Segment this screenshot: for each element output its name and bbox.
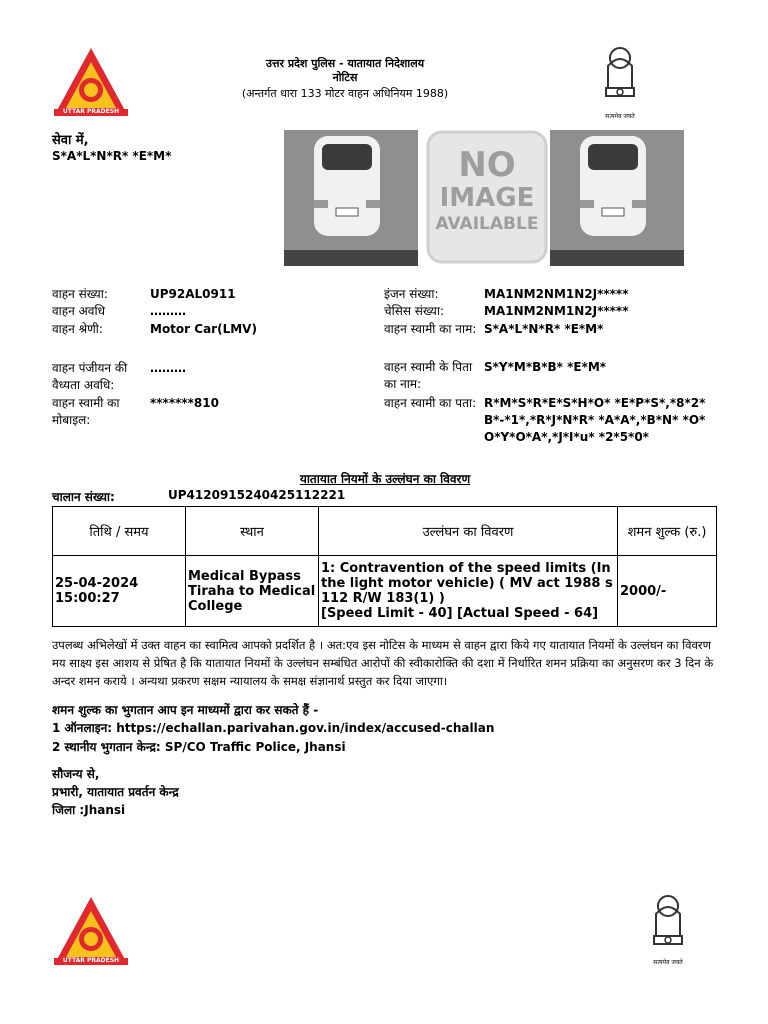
cell-description <box>319 556 618 627</box>
district: जिला :Jhansi <box>52 803 126 817</box>
payment-heading: शमन शुल्क का भुगतान आप इन माध्यमों द्वारा कर सकते हैं - <box>52 703 319 717</box>
header-subtitle: नोटिस <box>332 71 358 84</box>
value-owner-address: R*M*S*R*E*S*H*O* *E*P*S*,*8*2*B*-*1*,*R*J*N*R* *A*A*,*B*N* *O*O*Y*O*A*,*J*I*u* *2*5*0* <box>484 396 706 444</box>
national-emblem-icon-bottom <box>646 892 690 964</box>
label-owner-name: वाहन स्वामी का नाम: <box>384 322 477 336</box>
label-registration-validity: वाहन पंजीयन की वैध्यता अवधि: <box>52 361 128 392</box>
violation-table-header <box>53 507 717 556</box>
payment-local-center: 2 स्थानीय भुगतान केन्द्र: SP/CO Traffic Police, Jhansi <box>52 740 346 754</box>
cell-datetime: 25-04-2024 15:00:27 <box>53 556 186 627</box>
value-owner-father-name: S*Y*M*B*B* *E*M* <box>484 360 607 374</box>
traffic-directorate-logo <box>52 46 130 118</box>
col-datetime: तिथि / समय <box>53 507 186 556</box>
logo-bottom-text: UTTAR PRADESH <box>62 108 120 115</box>
logo-bottom-text-2: UTTAR PRADESH <box>62 957 120 964</box>
emblem-motto: सत्यमेव जयते <box>605 113 635 120</box>
label-owner-address: वाहन स्वामी का पता: <box>384 396 477 410</box>
header-title: उत्तर प्रदेश पुलिस - यातायात निदेशालय <box>265 57 425 70</box>
value-registration-validity: ……… <box>150 361 186 375</box>
label-owner-father-name: वाहन स्वामी के पिता का नाम: <box>384 360 473 391</box>
notice-paragraph: उपलब्ध अभिलेखों में उक्त वाहन का स्वामित्व आपको प्रदर्शित है । अत:एव इस नोटिस के माध्यम से वाहन द्वारा किये गए यातायात नियमों के उल्लंघन का विवरण मय साक्ष्य इस आशय से प्रेषित है कि यातायात नियमों के उल्लंघन सम्बंधित आरोपों की स्वीकारोक्ति की दशा में निर्धारित शमन प्रक्रिया का अनुसरण कर 3 दिन के अन्दर शमन कराये । अन्यथा प्रकरण सक्षम न्यायालय के समक्ष संज्ञानार्थ प्रस्तुत कर दिया जाएगा। <box>52 638 714 688</box>
no-image-line1: NO <box>458 145 516 185</box>
salutation: सेवा में, <box>52 133 89 148</box>
value-chassis-number: MA1NM2NM1N2J***** <box>484 304 629 318</box>
value-vehicle-period: ……… <box>150 304 186 318</box>
label-vehicle-number: वाहन संख्या: <box>52 287 108 301</box>
value-vehicle-number: UP92AL0911 <box>150 287 236 301</box>
challan-label: चालान संख्या: <box>52 490 115 504</box>
table-row <box>53 556 717 627</box>
no-image-line3: AVAILABLE <box>435 214 539 234</box>
evidence-photo-right <box>550 130 684 266</box>
challan-number: UP4120915240425112221 <box>168 488 346 502</box>
label-vehicle-category: वाहन श्रेणी: <box>52 322 103 336</box>
officer: प्रभारी, यातायात प्रवर्तन केन्द्र <box>52 785 179 799</box>
no-image-line2: IMAGE <box>439 183 535 213</box>
recipient-name: S*A*L*N*R* *E*M* <box>52 149 172 163</box>
col-fee: शमन शुल्क (रु.) <box>618 507 717 556</box>
value-vehicle-category: Motor Car(LMV) <box>150 322 257 336</box>
value-owner-name: S*A*L*N*R* *E*M* <box>484 322 604 336</box>
violation-section-title: यातायात नियमों के उल्लंघन का विवरण <box>299 472 471 486</box>
col-location: स्थान <box>186 507 319 556</box>
cell-speed-info: [Speed Limit - 40] [Actual Speed - 64] <box>321 606 599 621</box>
violation-table <box>52 506 717 627</box>
evidence-photo-left <box>284 130 418 266</box>
label-chassis-number: चेसिस संख्या: <box>384 304 445 318</box>
col-description: उल्लंघन का विवरण <box>319 507 618 556</box>
cell-location: Medical Bypass Tiraha to Medical College <box>186 556 319 627</box>
cell-fee: 2000/- <box>618 556 717 627</box>
payment-online: 1 ऑनलाइन: https://echallan.parivahan.gov.in/index/accused-challan <box>52 721 495 735</box>
emblem-motto-bottom: सत्यमेव जयते <box>653 959 683 966</box>
cell-description-text: 1: Contravention of the speed limits (In the light motor vehicle) ( MV act 1988 s 112 R/W 183(1) ) <box>321 561 613 606</box>
label-vehicle-period: वाहन अवधि <box>52 304 105 318</box>
header-act: (अन्तर्गत धारा 133 मोटर वाहन अधिनियम 1988) <box>241 87 449 100</box>
traffic-directorate-logo-bottom <box>52 895 130 967</box>
no-image-placeholder <box>420 130 554 266</box>
courtesy: सौजन्य से, <box>52 767 100 781</box>
label-engine-number: इंजन संख्या: <box>384 287 439 301</box>
value-owner-mobile: *******810 <box>150 396 219 410</box>
label-owner-mobile: वाहन स्वामी का मोबाइल: <box>52 396 120 427</box>
value-engine-number: MA1NM2NM1N2J***** <box>484 287 629 301</box>
national-emblem-icon <box>598 44 642 120</box>
